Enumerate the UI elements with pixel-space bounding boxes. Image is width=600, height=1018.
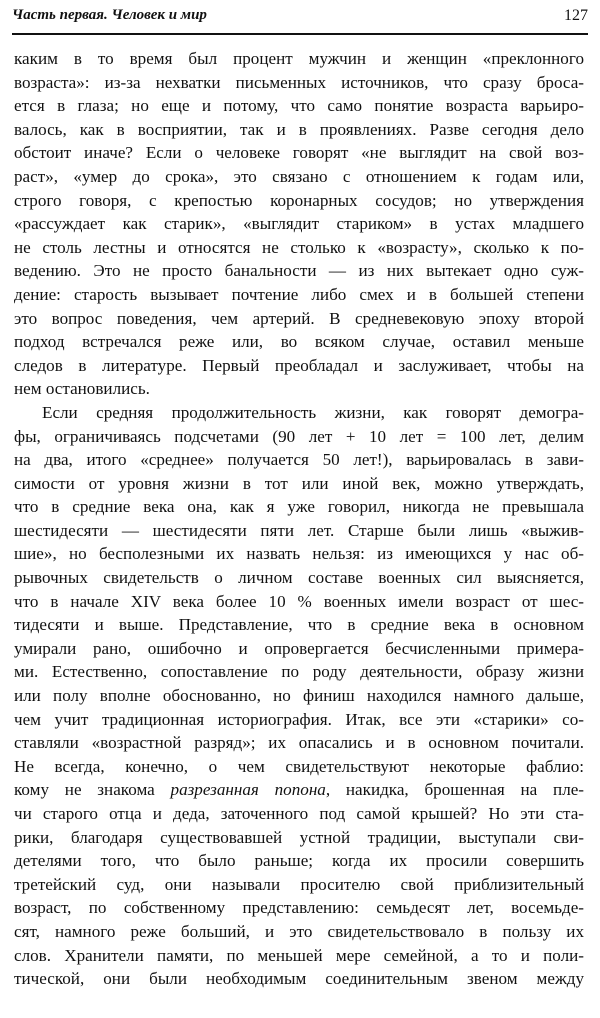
text-line: подход встречался реже или, во всяком случае, оставил меньше <box>14 332 584 352</box>
text-line: третейский суд, они называли просителю свой приблизительный <box>14 874 584 894</box>
running-title: Часть первая. Человек и мир <box>12 7 207 23</box>
text-line: дение: старость вызывает почтение либо смех и в большей степени <box>14 284 584 304</box>
text-line: сят, намного реже больший, и это свидетельствовало в пользу их <box>14 921 584 941</box>
text-fragment: , накидка, брошенная на пле- <box>325 780 584 800</box>
text-line: рики, благодаря существовавшей устной традиции, выступали сви- <box>14 827 584 847</box>
text-line: раст», «умер до срока», это связано с отношением к годам или, <box>14 166 584 186</box>
text-line: возраста»: из-за нехватки письменных источников, что сразу броса- <box>14 72 584 92</box>
text-line: рывочных свидетельств о личном составе военных сил выясняется, <box>14 568 584 588</box>
italic-title-phrase: разрезанная попона <box>170 780 326 800</box>
text-line: на два, итого «среднее» получается 50 лет!), варьировалась в зави- <box>14 450 584 470</box>
text-line: каким в то время был процент мужчин и женщин «преклонного <box>14 49 584 68</box>
text-line: шестидесяти — шестидесяти пяти лет. Старше были лишь «выжив- <box>14 520 584 540</box>
text-line: ведению. Это не просто банальности — из них вытекает одно суж- <box>14 261 584 281</box>
text-line-with-italic <box>14 778 584 802</box>
text-line: валось, как в восприятии, так и в проявлениях. Разве сегодня дело <box>14 119 584 139</box>
text-line: что в начале XIV века более 10 % военных имели возраст от шес- <box>14 591 584 611</box>
text-line: умирали рано, ошибочно и опровергается бесчисленными примера- <box>14 638 584 658</box>
text-line: детелями того, что было раньше; когда их просили совершить <box>14 851 584 871</box>
paragraph-end-line: нем остановились. <box>14 379 150 399</box>
text-line: что в средние века она, как я уже говорил, никогда не превышала <box>14 497 584 517</box>
text-line: обстоит иначе? Если о человеке говорят «не выглядит на свой воз- <box>14 143 584 163</box>
text-line: строго говоря, с крепостью коронарных сосудов; но утверждения <box>14 190 584 210</box>
text-line: или полу вполне обоснованно, но финиш находился намного дальше, <box>14 686 584 706</box>
text-line: тической, они были необходимым соединительным звеном между <box>14 969 584 989</box>
paragraph-first-line: Если средняя продолжительность жизни, как говорят демогра- <box>42 402 584 422</box>
text-line: симости от уровня жизни в тот или иной век, можно утверждать, <box>14 473 584 493</box>
text-line: чем учит традиционная историография. Итак, все эти «старики» со- <box>14 709 584 729</box>
text-fragment: кому не знакома <box>14 780 171 800</box>
header-rule <box>12 33 588 35</box>
text-line: чи старого отца и деда, заточенного под самой крышей? Но эти ста- <box>14 804 584 823</box>
text-line: следов в литературе. Первый преобладал и заслуживает, чтобы на <box>14 355 584 375</box>
text-line: слов. Хранители памяти, по меньшей мере семейной, а то и поли- <box>14 945 584 965</box>
text-line: фы, ограничиваясь подсчетами (90 лет + 10 лет = 100 лет, делим <box>14 426 584 446</box>
text-line: «рассуждает как старик», «выглядит стариком» в устах младшего <box>14 214 584 234</box>
text-line: возраст, по собственному представлению: семьдесят лет, восемьде- <box>14 898 584 918</box>
text-line: ми. Естественно, сопоставление по роду деятельности, образу жизни <box>14 662 584 682</box>
page-number: 127 <box>564 7 588 24</box>
text-line: тидесяти и выше. Представление, что в средние века в основном <box>14 615 584 635</box>
body-text <box>14 47 584 991</box>
text-line: не столь лестны и относятся не столько к «возрасту», сколько к по- <box>14 237 584 257</box>
text-line: шие», но бесполезными их назвать нельзя: из имеющихся у нас об- <box>14 544 584 564</box>
text-line: ставляли «возрастной разряд»; их опасались и в основном почитали. <box>14 733 584 753</box>
text-line: ется в глаза; но еще и потому, что само понятие возраста варьиро- <box>14 96 584 116</box>
text-line: это вопрос поведения, чем артерий. В средневековую эпоху второй <box>14 308 584 328</box>
text-line: Не всегда, конечно, о чем свидетельствуют некоторые фаблио: <box>14 756 584 776</box>
running-head <box>12 7 588 31</box>
